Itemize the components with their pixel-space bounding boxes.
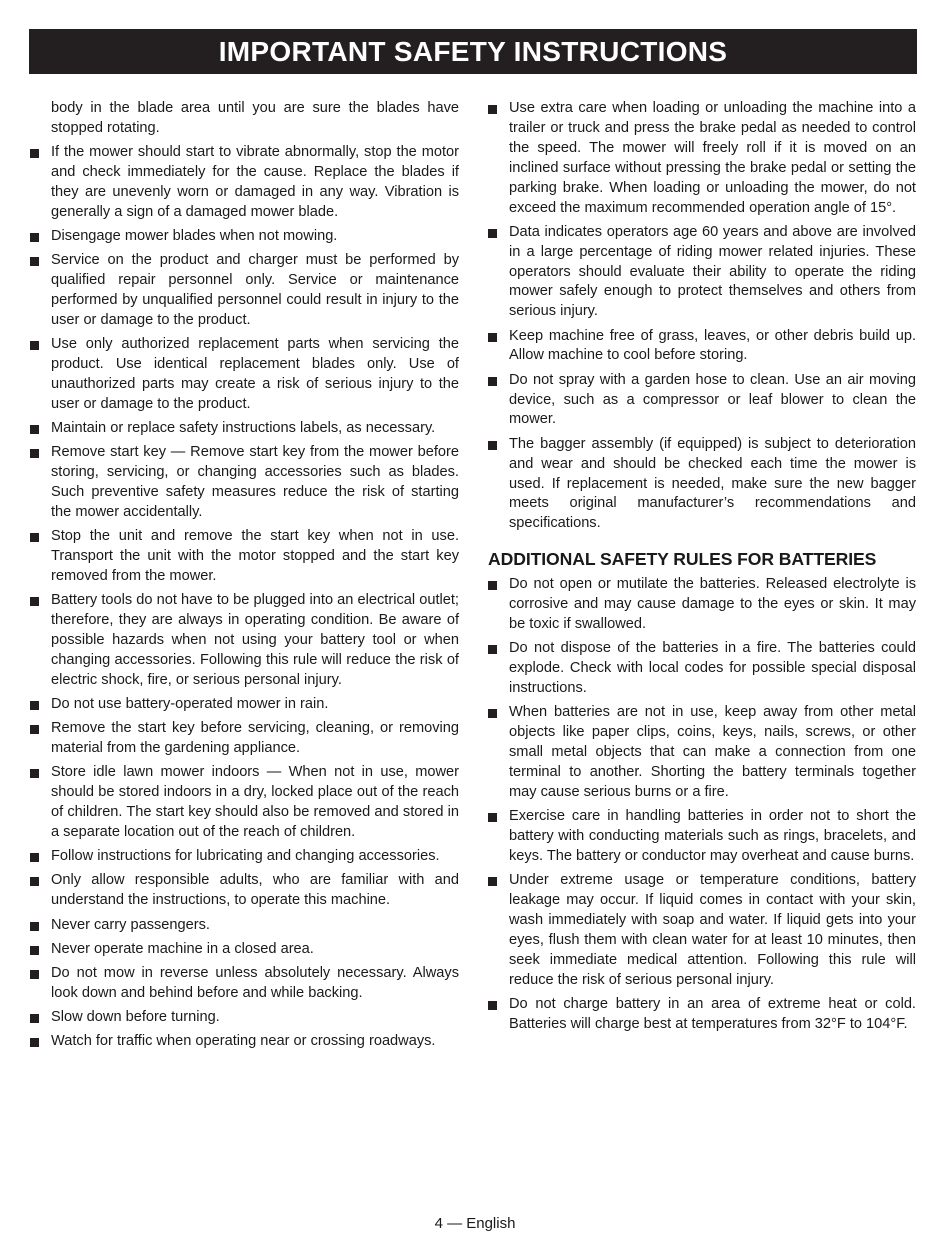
list-item [488, 639, 916, 699]
list-item [30, 763, 459, 843]
list-item [488, 371, 916, 431]
square-bullet-icon [488, 645, 497, 654]
square-bullet-icon [30, 449, 39, 458]
square-bullet-icon [488, 1001, 497, 1010]
list-item-text: Do not charge battery in an area of extreme heat or cold. Batteries will charge best at temperatures from 32°F to 104°F. [509, 995, 916, 1032]
list-item [30, 871, 459, 911]
square-bullet-icon [488, 333, 497, 342]
page-header-banner [29, 29, 917, 74]
list-item [488, 995, 916, 1035]
list-item [30, 964, 459, 1004]
square-bullet-icon [488, 877, 497, 886]
list-item-text: Watch for traffic when operating near or crossing roadways. [51, 1033, 436, 1050]
square-bullet-icon [30, 1038, 39, 1047]
list-item-text: Disengage mower blades when not mowing. [51, 228, 338, 245]
square-bullet-icon [30, 149, 39, 158]
square-bullet-icon [488, 813, 497, 822]
continuation-text: body in the blade area until you are sure the blades have stopped rotating. [51, 100, 459, 136]
page-footer: 4 — English [434, 1215, 516, 1232]
list-item [30, 847, 459, 867]
list-item-text: Never operate machine in a closed area. [51, 940, 314, 957]
square-bullet-icon [30, 769, 39, 778]
list-item [488, 223, 916, 323]
list-item-text: Do not open or mutilate the batteries. Released electrolyte is corrosive and may cause damage to the eyes or skin. It may be toxic if swallowed. [509, 576, 916, 633]
list-item-text: Under extreme usage or temperature conditions, battery leakage may occur. If liquid comes in contact with your skin, wash immediately with soap and water. If liquid gets into your eyes, flush them with clean water for at least 10 minutes, then seek immediate medical attention. Following this rule will reduce the risk of serious personal injury. [509, 872, 916, 988]
square-bullet-icon [30, 725, 39, 734]
list-item-text: Exercise care in handling batteries in order not to short the battery with conducting materials such as rings, bracelets, and keys. The battery or conductor may overheat and cause burns. [509, 808, 916, 864]
list-item-text: Do not use battery-operated mower in rain. [51, 696, 329, 713]
list-item [30, 591, 459, 691]
list-item [30, 1032, 459, 1052]
square-bullet-icon [30, 533, 39, 542]
list-item-text: Only allow responsible adults, who are familiar with and understand the instructions, to operate this machine. [51, 872, 459, 909]
list-item-text: Never carry passengers. [51, 916, 210, 933]
list-item-text: Remove the start key before servicing, cleaning, or removing material from the gardening appliance. [51, 720, 459, 757]
list-item [488, 327, 916, 367]
list-item-text: Maintain or replace safety instructions labels, as necessary. [51, 420, 436, 437]
list-item-text: Use only authorized replacement parts when servicing the product. Use identical replacement blades only. Use of unauthorized parts may create a risk of serious injury to the user or damage to the product. [51, 336, 459, 412]
list-item-text: Remove start key — Remove start key from the mower before storing, servicing, or changing accessories such as blades. Such preventive safety measures reduce the risk of starting the mower accidentally. [51, 444, 459, 520]
square-bullet-icon [488, 377, 497, 386]
square-bullet-icon [488, 105, 497, 114]
square-bullet-icon [30, 946, 39, 955]
list-item [30, 719, 459, 759]
battery-rules-list [488, 575, 916, 1034]
list-item [30, 143, 459, 223]
list-item-text: The bagger assembly (if equipped) is subject to deterioration and wear and should be checked each time the mower is used. If replacement is needed, make sure the new bagger meets original manufacturer’s recommendations and specifications. [509, 435, 916, 532]
list-item [488, 807, 916, 867]
list-item-text: Follow instructions for lubricating and changing accessories. [51, 848, 440, 865]
square-bullet-icon [30, 233, 39, 242]
list-item [30, 335, 459, 415]
left-instruction-list [30, 143, 459, 1052]
square-bullet-icon [30, 877, 39, 886]
square-bullet-icon [488, 441, 497, 450]
square-bullet-icon [30, 701, 39, 710]
list-item-text: When batteries are not in use, keep away from other metal objects like paper clips, coins, keys, nails, screws, or other small metal objects that can make a connection from one terminal to another. Shorting the battery terminals together may cause serious burns or a fire. [509, 704, 916, 800]
list-item-text: Do not spray with a garden hose to clean. Use an air moving device, such as a compressor or leaf blower to clean the mower. [509, 371, 916, 428]
square-bullet-icon [488, 229, 497, 238]
square-bullet-icon [30, 922, 39, 931]
list-item [30, 527, 459, 587]
list-item-text: Do not mow in reverse unless absolutely necessary. Always look down and behind before and while backing. [51, 965, 459, 1001]
list-item-text: Use extra care when loading or unloading the machine into a trailer or truck and press the brake pedal as needed to control the speed. The mower will freely roll if it is moved on an inclined surface without pressing the brake pedal or setting the parking brake. When loading or unloading the mower, do not exceed the maximum recommended operation angle of 15°. [509, 100, 916, 216]
list-item-text: Data indicates operators age 60 years and above are involved in a large percentage of riding mower related injuries. These operators should evaluate their ability to operate the riding mower safely enough to protect themselves and others from serious injury. [509, 223, 916, 320]
list-item [30, 443, 459, 523]
square-bullet-icon [30, 853, 39, 862]
list-item [30, 227, 459, 247]
list-item [30, 695, 459, 715]
page-title: IMPORTANT SAFETY INSTRUCTIONS [218, 35, 728, 67]
list-item-text: Do not dispose of the batteries in a fire. The batteries could explode. Check with local codes for possible special disposal instructions. [509, 640, 916, 697]
square-bullet-icon [488, 581, 497, 590]
square-bullet-icon [30, 341, 39, 350]
list-item [488, 99, 916, 218]
square-bullet-icon [30, 597, 39, 606]
list-item-text: If the mower should start to vibrate abnormally, stop the motor and check immediately for the cause. Replace the blades if they are unevenly worn or damaged in any way. Vibration is generally a sign of a damaged mower blade. [51, 144, 459, 220]
list-item [30, 940, 459, 960]
list-item-text: Service on the product and charger must be performed by qualified repair personnel only. Service or maintenance performed by unqualified personnel could result in injury to the user or damage to the product. [51, 252, 459, 328]
list-item-text: Slow down before turning. [51, 1009, 220, 1026]
square-bullet-icon [488, 709, 497, 718]
list-item [488, 871, 916, 990]
list-item [488, 575, 916, 635]
list-item-text: Store idle lawn mower indoors — When not in use, mower should be stored indoors in a dry, locked place out of the reach of children. The start key should also be removed and stored in a separate location out of the reach of children. [51, 764, 459, 841]
square-bullet-icon [30, 257, 39, 266]
list-item [30, 419, 459, 439]
list-item [488, 703, 916, 803]
list-item [30, 916, 459, 936]
square-bullet-icon [30, 1014, 39, 1023]
square-bullet-icon [30, 970, 39, 979]
list-item [30, 251, 459, 331]
list-item-text: Stop the unit and remove the start key when not in use. Transport the unit with the motor stopped and the start key removed from the mower. [51, 528, 459, 585]
list-item-text: Battery tools do not have to be plugged into an electrical outlet; therefore, they are always in operating condition. Be aware of possible hazards when not using your battery tool or when changing accessories. Following this rule will reduce the risk of electric shock, fire, or serious personal injury. [51, 592, 459, 688]
left-column [30, 99, 459, 1057]
battery-section-heading: ADDITIONAL SAFETY RULES FOR BATTERIES [488, 549, 877, 570]
right-column [488, 99, 916, 1039]
right-instruction-list [488, 99, 916, 534]
list-item [488, 435, 916, 535]
square-bullet-icon [30, 425, 39, 434]
list-item-text: Keep machine free of grass, leaves, or other debris build up. Allow machine to cool before storing. [509, 327, 916, 364]
list-item [30, 1008, 459, 1028]
